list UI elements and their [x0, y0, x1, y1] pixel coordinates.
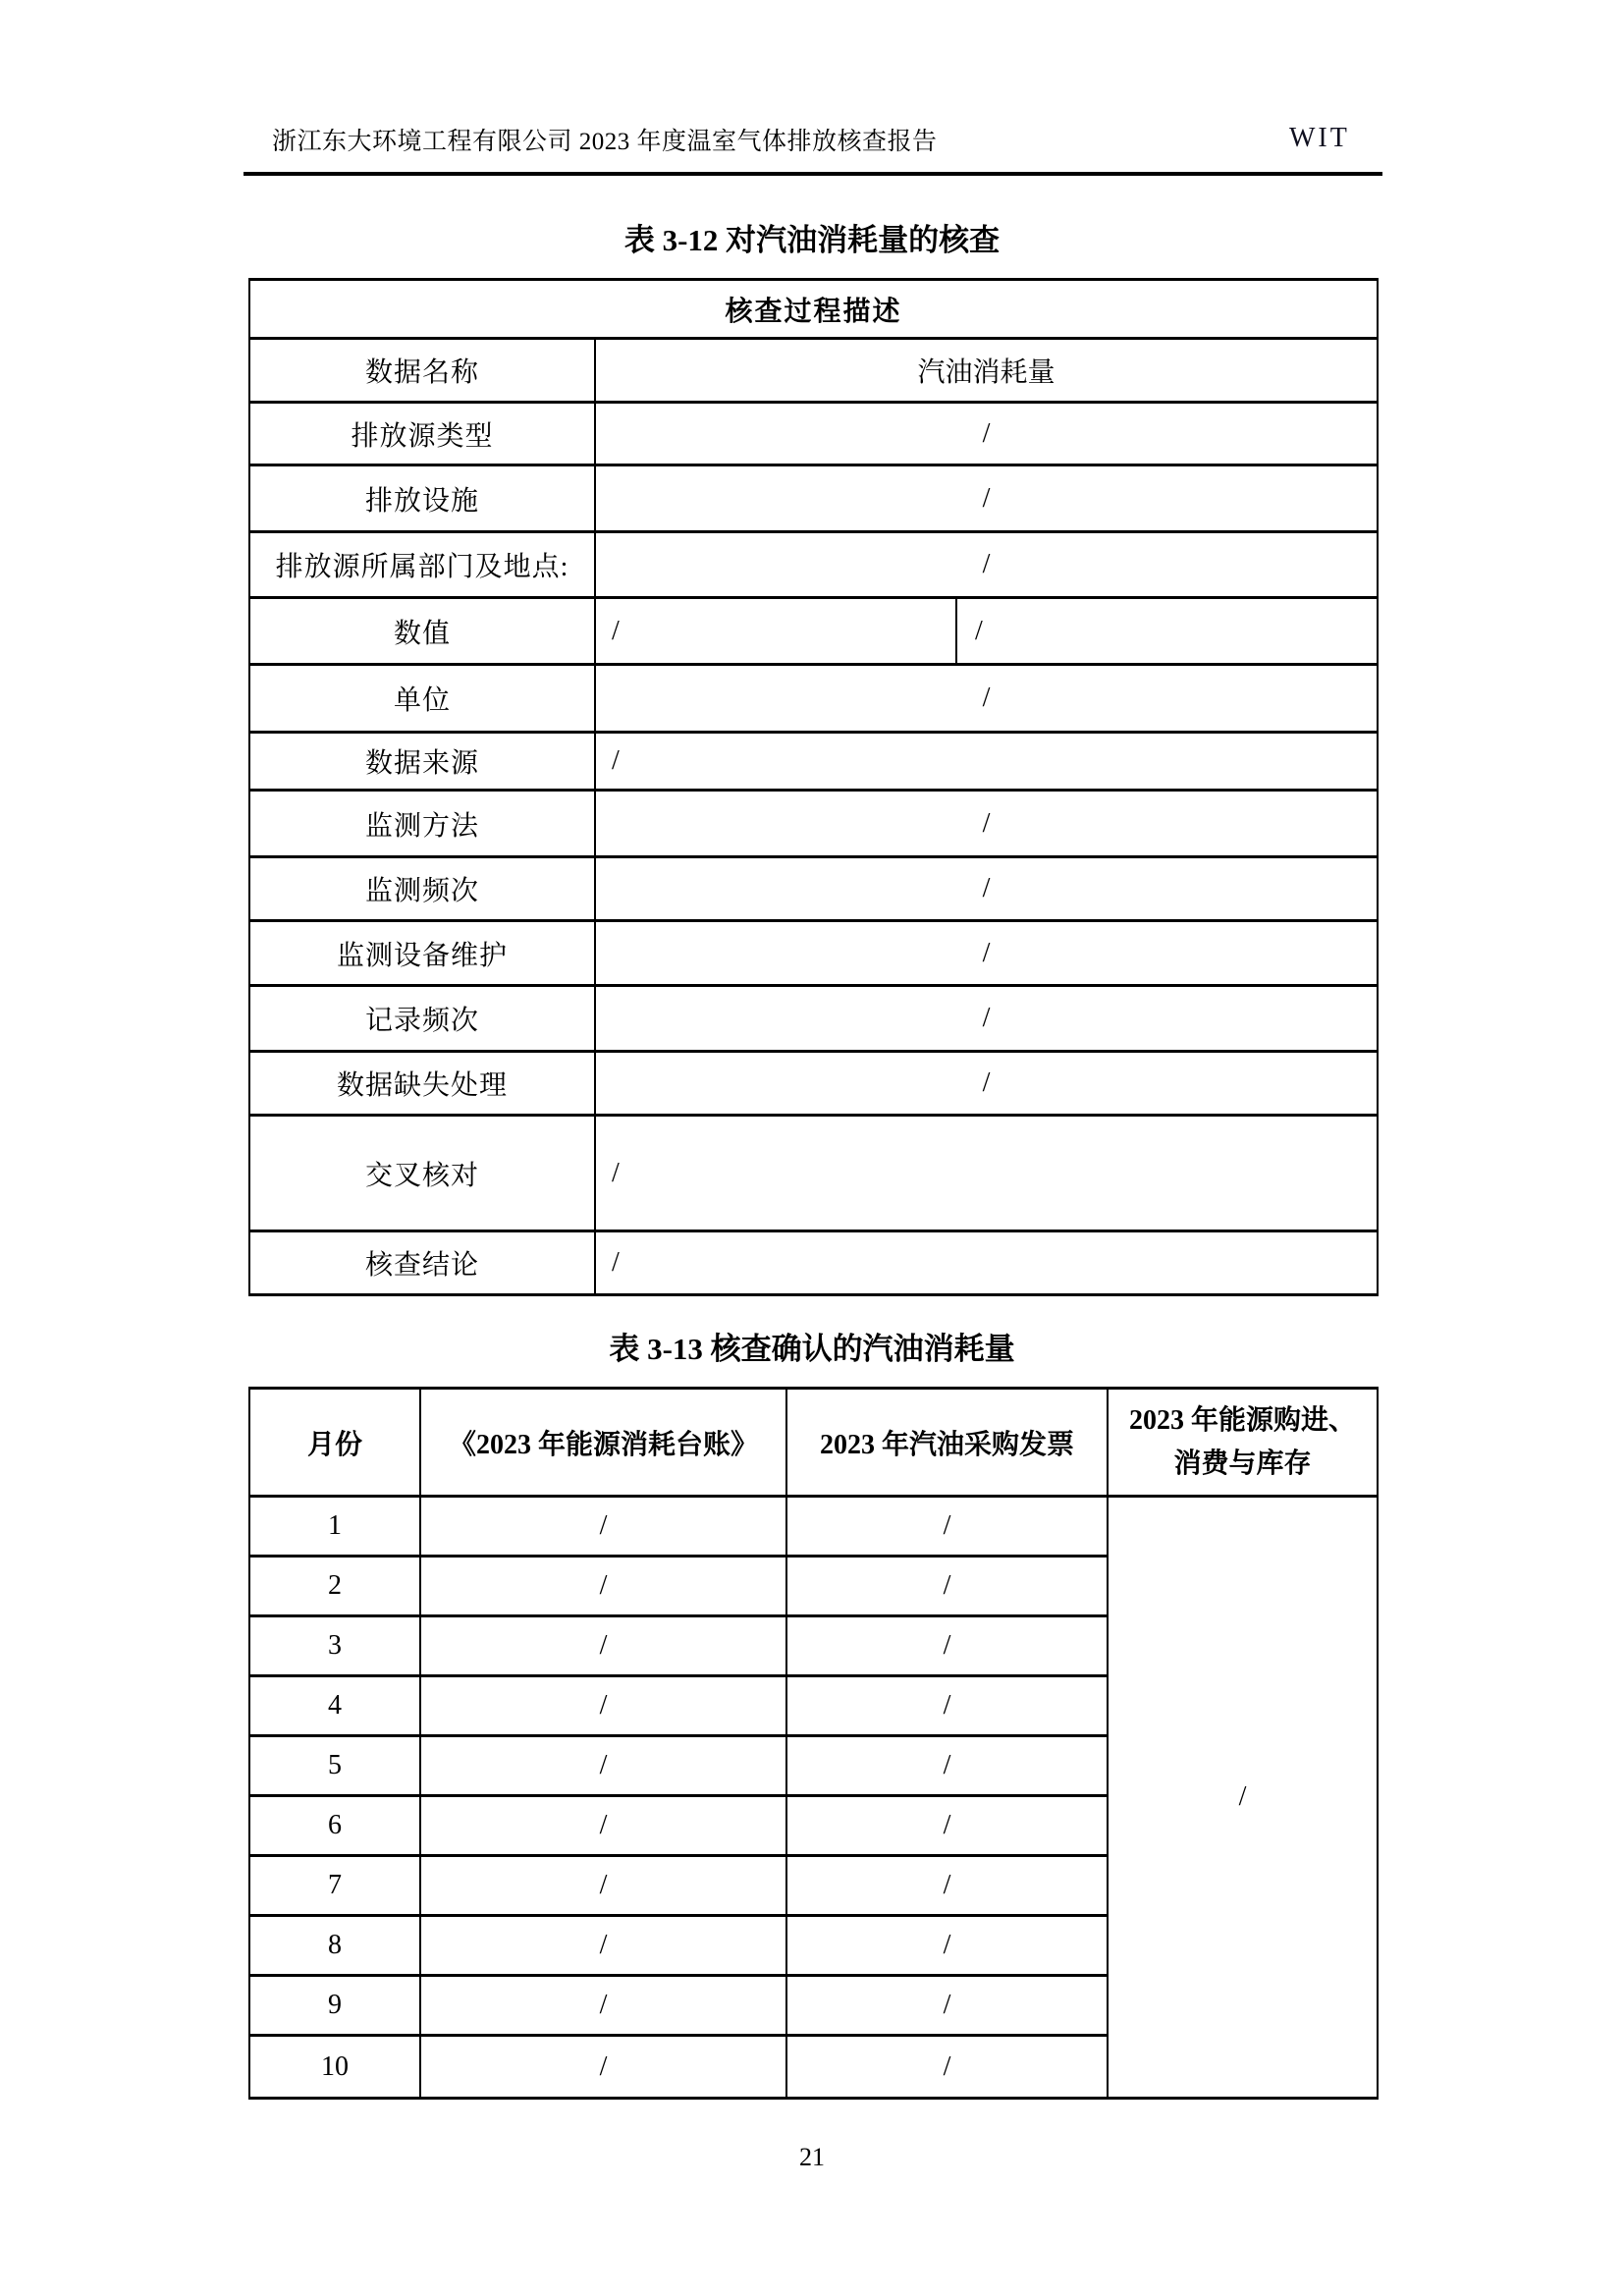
row-value-cell: /	[612, 1247, 620, 1278]
row-value-cell: /	[975, 615, 983, 646]
header-divider	[244, 172, 1382, 176]
month-cell: 5	[250, 1737, 421, 1794]
table-row	[250, 533, 1377, 599]
row-value-cell: /	[612, 745, 620, 776]
row-label-cell: 交叉核对	[250, 1117, 596, 1230]
row-label-cell: 监测频次	[250, 858, 596, 919]
row-value-cell: /	[612, 1157, 620, 1188]
table-row	[250, 1797, 1109, 1857]
monthly-consumption-table	[248, 1387, 1379, 2100]
month-cell: 7	[250, 1857, 421, 1914]
row-value-cell: /	[982, 807, 991, 839]
table-row	[250, 987, 1377, 1053]
row-label-cell: 单位	[250, 666, 596, 731]
ledger-cell: /	[421, 1498, 787, 1555]
inventory-header-cell: 2023 年能源购进、消费与库存	[1128, 1405, 1356, 1479]
ledger-cell: /	[421, 1677, 787, 1734]
ledger-cell: /	[421, 1917, 787, 1974]
row-value-cell: /	[982, 482, 991, 514]
row-value-cell: 汽油消耗量	[917, 357, 1056, 388]
row-value-cell: /	[982, 417, 991, 449]
table-row	[250, 792, 1377, 858]
month-cell: 8	[250, 1917, 421, 1974]
invoice-cell: /	[787, 1737, 1109, 1794]
row-label-cell: 记录频次	[250, 987, 596, 1050]
table-row	[250, 466, 1377, 533]
table-3-12-title: 表 3-12 对汽油消耗量的核查	[623, 223, 1001, 257]
table-header-row	[250, 1390, 1377, 1498]
monthly-rows	[250, 1498, 1109, 2097]
month-cell: 4	[250, 1677, 421, 1734]
row-label-cell: 数值	[250, 599, 596, 663]
table-header-cell: 核查过程描述	[250, 281, 1377, 340]
invoice-cell: /	[787, 1857, 1109, 1914]
table-row	[250, 1053, 1377, 1117]
table-row	[250, 734, 1377, 792]
table-row	[250, 858, 1377, 922]
month-cell: 3	[250, 1617, 421, 1674]
ledger-cell: /	[421, 1558, 787, 1614]
row-value-cell: /	[982, 683, 991, 713]
table-row	[250, 1232, 1377, 1293]
table-row	[250, 1977, 1109, 2037]
month-cell: 6	[250, 1797, 421, 1854]
invoice-cell: /	[787, 1977, 1109, 2034]
row-split-values	[596, 599, 1377, 663]
table-row	[250, 1498, 1109, 1558]
header-logo-text: WIT	[1289, 123, 1350, 153]
table-row	[250, 599, 1377, 666]
row-value-cell: /	[982, 937, 991, 968]
invoice-cell: /	[787, 1498, 1109, 1555]
row-label-cell: 数据缺失处理	[250, 1053, 596, 1114]
table-row	[250, 1677, 1109, 1737]
invoice-cell: /	[787, 2037, 1109, 2097]
row-label-cell: 数据来源	[250, 734, 596, 789]
invoice-cell: /	[787, 1558, 1109, 1614]
report-header-title: 浙江东大环境工程有限公司 2023 年度温室气体排放核查报告	[272, 129, 938, 155]
row-label-cell: 监测方法	[250, 792, 596, 855]
month-cell: 1	[250, 1498, 421, 1555]
invoice-cell: /	[787, 1797, 1109, 1854]
row-value-cell: /	[982, 1067, 991, 1098]
row-value-cell: /	[982, 1003, 991, 1033]
row-value-cell: /	[596, 599, 957, 663]
table-row	[250, 1737, 1109, 1797]
table-3-13-title: 表 3-13 核查确认的汽油消耗量	[609, 1332, 1015, 1366]
ledger-header-cell: 《2023 年能源消耗台账》	[421, 1390, 787, 1495]
table-row	[250, 404, 1377, 466]
ledger-cell: /	[421, 1617, 787, 1674]
table-row	[250, 340, 1377, 404]
invoice-cell: /	[787, 1917, 1109, 1974]
table-body	[250, 1498, 1377, 2097]
row-label-cell: 排放源所属部门及地点:	[250, 533, 596, 596]
page-number: 21	[799, 2143, 825, 2171]
ledger-cell: /	[421, 1977, 787, 2034]
invoice-cell: /	[787, 1677, 1109, 1734]
month-cell: 10	[250, 2037, 421, 2097]
month-header-cell: 月份	[250, 1390, 421, 1495]
verification-process-table	[248, 278, 1379, 1296]
row-label-cell: 排放设施	[250, 466, 596, 530]
ledger-cell: /	[421, 1797, 787, 1854]
merged-inventory-cell: /	[1238, 1781, 1247, 1812]
table-row	[250, 922, 1377, 987]
row-label-cell: 监测设备维护	[250, 922, 596, 984]
table-row	[250, 1917, 1109, 1977]
table-row	[250, 666, 1377, 734]
table-row	[250, 1558, 1109, 1617]
table-row	[250, 1617, 1109, 1677]
row-value-cell: /	[982, 873, 991, 903]
row-value-cell: /	[982, 549, 991, 579]
ledger-cell: /	[421, 2037, 787, 2097]
ledger-cell: /	[421, 1857, 787, 1914]
table-row	[250, 1857, 1109, 1917]
month-cell: 2	[250, 1558, 421, 1614]
table-row	[250, 1117, 1377, 1232]
invoice-cell: /	[787, 1617, 1109, 1674]
invoice-header-cell: 2023 年汽油采购发票	[787, 1390, 1109, 1495]
month-cell: 9	[250, 1977, 421, 2034]
ledger-cell: /	[421, 1737, 787, 1794]
row-label-cell: 排放源类型	[250, 404, 596, 464]
table-row	[250, 2037, 1109, 2097]
row-label-cell: 核查结论	[250, 1232, 596, 1293]
row-label-cell: 数据名称	[250, 340, 596, 401]
